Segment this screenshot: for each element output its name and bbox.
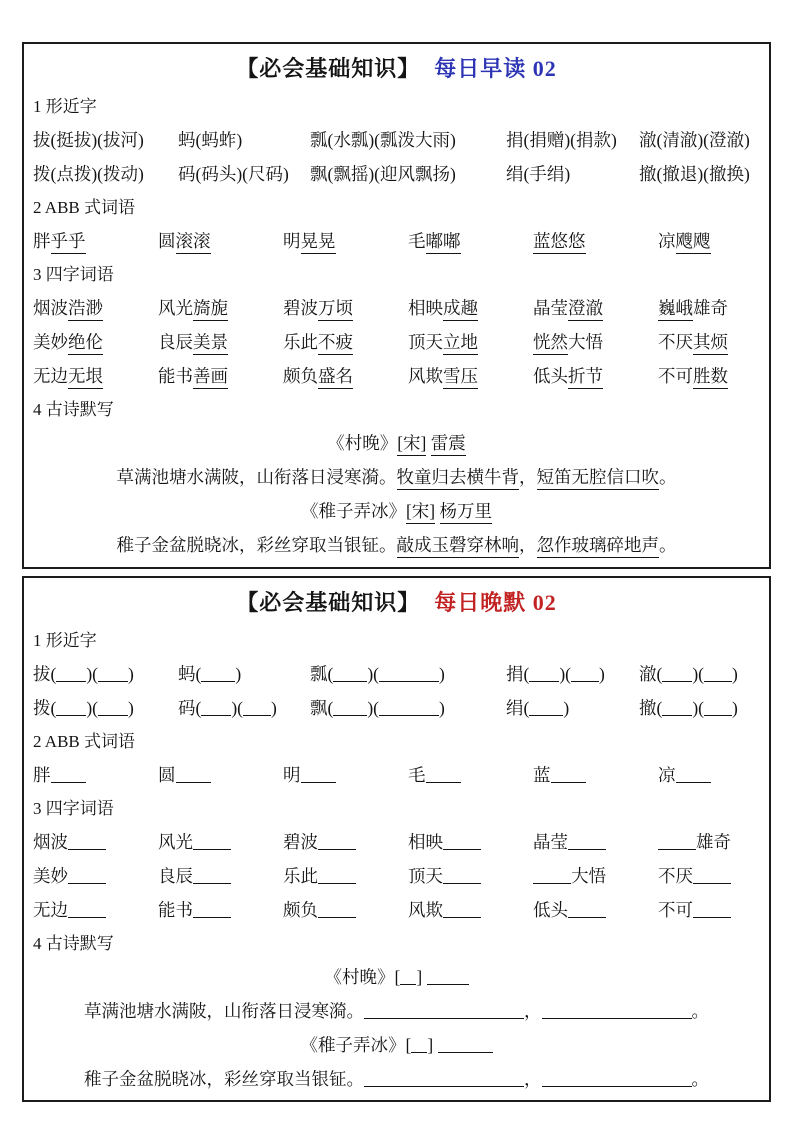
poem-text: [宋] — [406, 501, 435, 524]
word-row — [33, 157, 760, 191]
word-item — [33, 359, 158, 393]
word-text: 拨( — [33, 698, 57, 718]
word-row — [33, 691, 760, 725]
word-text: 毛 — [408, 231, 426, 251]
fill-blank — [201, 703, 231, 716]
section-heading: 4 古诗默写 — [33, 934, 114, 953]
word-text: 捐(捐赠)(捐款) — [506, 130, 617, 150]
word-text: 乐此 — [283, 332, 318, 352]
word-item — [310, 657, 506, 691]
word-item — [158, 825, 283, 859]
word-text: 胖 — [33, 765, 51, 785]
word-text: 蓝 — [533, 765, 551, 785]
word-text: 撤( — [639, 698, 663, 718]
fill-blank — [411, 1040, 427, 1053]
word-item — [283, 825, 408, 859]
word-item — [658, 859, 771, 893]
poem-text: 。 — [659, 535, 677, 555]
word-text: 风光 — [158, 298, 193, 318]
fill-blank — [193, 837, 231, 850]
word-text: 飘( — [310, 698, 334, 718]
poem-line — [33, 426, 760, 460]
fill-blank — [438, 1040, 493, 1053]
word-item — [178, 123, 310, 157]
word-item — [33, 291, 158, 325]
word-text: 澈(清澈)(澄澈) — [639, 130, 750, 150]
word-item — [533, 758, 658, 792]
word-text: 雄奇 — [696, 832, 731, 852]
fill-blank — [301, 770, 336, 783]
fill-blank — [658, 837, 696, 850]
word-item — [178, 691, 310, 725]
poem-text: 。 — [691, 1069, 709, 1089]
poem-text: ， — [519, 535, 537, 555]
word-text: 盛名 — [318, 366, 353, 389]
word-text: ) — [438, 698, 445, 718]
fill-blank — [318, 871, 356, 884]
word-text: 滚滚 — [176, 231, 211, 254]
fill-blank — [364, 1074, 524, 1087]
poem-text: 稚子金盆脱晓冰，彩丝穿取当银钲。 — [116, 535, 397, 555]
word-text: 拔( — [33, 664, 57, 684]
section-heading: 4 古诗默写 — [33, 400, 114, 419]
word-text: 雄奇 — [693, 298, 728, 318]
fill-blank — [379, 703, 439, 716]
word-text: 蓝悠悠 — [533, 231, 586, 254]
word-item — [533, 224, 658, 258]
word-text: 圆 — [158, 231, 176, 251]
word-item — [310, 157, 506, 191]
word-text: 善画 — [193, 366, 228, 389]
word-text: 低头 — [533, 900, 568, 920]
poem-text: 草满池塘水满陂，山衔落日浸寒漪。 — [84, 1001, 364, 1021]
word-item — [178, 157, 310, 191]
word-text: 毛 — [408, 765, 426, 785]
poem-text: 雷震 — [431, 433, 466, 456]
word-item — [283, 758, 408, 792]
word-text: 颇负 — [283, 366, 318, 386]
word-item — [639, 691, 738, 725]
word-text: ) — [598, 664, 605, 684]
poem-text: 敲成玉磬穿林响 — [397, 535, 520, 558]
word-row — [33, 859, 760, 893]
word-text: 蚂( — [178, 664, 202, 684]
card-subtitle: 每日早读 02 — [434, 56, 557, 81]
fill-blank — [379, 669, 439, 682]
word-item — [158, 291, 283, 325]
word-item — [283, 325, 408, 359]
word-text: 蚂(蚂蚱) — [178, 130, 243, 150]
fill-blank — [56, 669, 86, 682]
fill-blank — [693, 905, 731, 918]
word-text: 绢(手绢) — [506, 164, 571, 184]
word-text: 碧波 — [283, 298, 318, 318]
word-text: )( — [86, 664, 98, 684]
word-item — [408, 893, 533, 927]
poem-text: 《稚子弄冰》 — [300, 501, 406, 521]
word-text: ) — [127, 664, 134, 684]
word-text: 万顷 — [318, 298, 353, 321]
word-text: 雪压 — [443, 366, 478, 389]
word-text: 飕飕 — [676, 231, 711, 254]
word-text: 绝伦 — [68, 332, 103, 355]
fill-blank — [426, 770, 461, 783]
word-text: 胜数 — [693, 366, 728, 389]
word-text: 巍峨 — [658, 298, 693, 321]
word-text: 明 — [283, 765, 301, 785]
word-item — [658, 758, 771, 792]
word-text: ) — [731, 664, 738, 684]
poem-line — [33, 1028, 760, 1062]
poem-line — [33, 994, 760, 1028]
poem-line — [33, 494, 760, 528]
section-heading: 2 ABB 式词语 — [33, 198, 136, 217]
word-item — [33, 123, 178, 157]
word-text: 烟波 — [33, 832, 68, 852]
fill-blank — [51, 770, 86, 783]
word-text: 瓢( — [310, 664, 334, 684]
word-text: 能书 — [158, 900, 193, 920]
word-text: 码( — [178, 698, 202, 718]
poem-text: 短笛无腔信口吹 — [537, 467, 660, 490]
fill-blank — [318, 905, 356, 918]
word-text: ) — [731, 698, 738, 718]
word-text: 旖旎 — [193, 298, 228, 321]
word-text: 晶莹 — [533, 298, 568, 318]
word-item — [283, 359, 408, 393]
poem-line — [33, 528, 760, 562]
word-item — [33, 758, 158, 792]
word-text: 捐( — [506, 664, 530, 684]
fill-blank — [533, 871, 571, 884]
section-heading: 3 四字词语 — [33, 265, 114, 284]
fill-blank — [427, 972, 469, 985]
word-row — [33, 123, 760, 157]
word-item — [283, 291, 408, 325]
word-item — [408, 291, 533, 325]
word-item — [639, 157, 750, 191]
fill-blank — [333, 703, 367, 716]
word-item — [408, 758, 533, 792]
word-text: 不可 — [658, 366, 693, 386]
poem-text: ， — [524, 1001, 542, 1021]
word-text: 撤(撤退)(撤换) — [639, 164, 750, 184]
fill-blank — [542, 1074, 692, 1087]
word-item — [533, 893, 658, 927]
word-text: 瓢(水瓢)(瓢泼大雨) — [310, 130, 456, 150]
word-item — [408, 325, 533, 359]
fill-blank — [68, 837, 106, 850]
word-text: 大悟 — [571, 866, 606, 886]
fill-blank — [704, 703, 732, 716]
fill-blank — [529, 669, 559, 682]
fill-blank — [662, 703, 692, 716]
word-item — [33, 859, 158, 893]
poem-line — [33, 1062, 760, 1096]
word-text: )( — [559, 664, 571, 684]
word-text: 飘(飘摇)(迎风飘扬) — [310, 164, 456, 184]
fill-blank — [176, 770, 211, 783]
word-item — [158, 893, 283, 927]
word-item — [158, 859, 283, 893]
word-text: )( — [692, 698, 704, 718]
poem-line — [33, 460, 760, 494]
word-text: 不厌 — [658, 332, 693, 352]
word-item — [283, 859, 408, 893]
word-text: 美景 — [193, 332, 228, 355]
section-heading: 2 ABB 式词语 — [33, 732, 136, 751]
fill-blank — [443, 837, 481, 850]
poem-text — [435, 501, 439, 521]
word-text: 恍然 — [533, 332, 568, 355]
poem-text: 《村晚》 — [327, 433, 398, 453]
word-item — [33, 893, 158, 927]
card-subtitle: 每日晚默 02 — [434, 590, 557, 615]
word-item — [33, 224, 158, 258]
word-text: ) — [235, 664, 242, 684]
poem-text: ， — [524, 1069, 542, 1089]
poem-text: 草满池塘水满陂，山衔落日浸寒漪。 — [116, 467, 397, 487]
card-title: 【必会基础知识】 — [236, 590, 421, 615]
word-text: ) — [270, 698, 277, 718]
poem-text: 《稚子弄冰》[ — [300, 1035, 412, 1055]
word-text: 折节 — [568, 366, 603, 389]
word-item — [658, 224, 771, 258]
poem-text: ， — [519, 467, 537, 487]
word-text: 澈( — [639, 664, 663, 684]
word-text: 凉 — [658, 765, 676, 785]
fill-blank — [568, 905, 606, 918]
word-item — [283, 224, 408, 258]
word-text: 良辰 — [158, 332, 193, 352]
word-item — [506, 691, 639, 725]
fill-blank — [333, 669, 367, 682]
word-text: 立地 — [443, 332, 478, 355]
word-item — [533, 359, 658, 393]
word-item — [408, 224, 533, 258]
poem-text: 忽作玻璃碎地声 — [537, 535, 660, 558]
fill-blank — [98, 669, 128, 682]
word-text: 圆 — [158, 765, 176, 785]
word-text: 能书 — [158, 366, 193, 386]
word-item — [310, 123, 506, 157]
fill-blank — [201, 669, 235, 682]
fill-blank — [68, 905, 106, 918]
word-text: 顶天 — [408, 332, 443, 352]
word-item — [506, 123, 639, 157]
word-item — [158, 224, 283, 258]
word-text: 其烦 — [693, 332, 728, 355]
word-text: 低头 — [533, 366, 568, 386]
word-text: 不疲 — [318, 332, 353, 355]
word-text: )( — [86, 698, 98, 718]
fill-blank — [400, 972, 416, 985]
word-item — [639, 657, 738, 691]
fill-blank — [56, 703, 86, 716]
worksheet-card-evening-dictation — [22, 576, 771, 1102]
word-text: ) — [563, 698, 570, 718]
word-item — [158, 325, 283, 359]
fill-blank — [318, 837, 356, 850]
word-text: 成趣 — [443, 298, 478, 321]
poem-text: 《村晚》[ — [324, 967, 401, 987]
word-text: 良辰 — [158, 866, 193, 886]
word-text: 颇负 — [283, 900, 318, 920]
word-item — [533, 291, 658, 325]
word-item — [506, 657, 639, 691]
word-item — [310, 691, 506, 725]
word-item — [33, 657, 178, 691]
word-text: 乐此 — [283, 866, 318, 886]
fill-blank — [193, 871, 231, 884]
word-text: 不厌 — [658, 866, 693, 886]
word-text: 凉 — [658, 231, 676, 251]
word-text: 顶天 — [408, 866, 443, 886]
word-item — [408, 359, 533, 393]
card-title-row — [33, 582, 760, 624]
fill-blank — [693, 871, 731, 884]
word-row — [33, 825, 760, 859]
worksheet-card-morning-reading — [22, 42, 771, 569]
word-text: 绢( — [506, 698, 530, 718]
poem-text: 牧童归去横牛背 — [397, 467, 520, 490]
poem-text: 。 — [659, 467, 677, 487]
word-text: 相映 — [408, 298, 443, 318]
fill-blank — [704, 669, 732, 682]
card-title-row — [33, 48, 760, 90]
fill-blank — [571, 669, 599, 682]
fill-blank — [662, 669, 692, 682]
fill-blank — [243, 703, 271, 716]
fill-blank — [529, 703, 563, 716]
fill-blank — [443, 905, 481, 918]
word-text: ) — [438, 664, 445, 684]
word-row — [33, 657, 760, 691]
word-item — [408, 859, 533, 893]
word-item — [158, 359, 283, 393]
fill-blank — [676, 770, 711, 783]
word-text: 无边 — [33, 900, 68, 920]
word-text: )( — [367, 698, 379, 718]
word-item — [158, 758, 283, 792]
word-text: 美妙 — [33, 866, 68, 886]
word-text: 烟波 — [33, 298, 68, 318]
word-item — [506, 157, 639, 191]
word-item — [178, 657, 310, 691]
fill-blank — [98, 703, 128, 716]
word-text: 浩渺 — [68, 298, 103, 321]
poem-text: ] — [427, 1035, 438, 1055]
word-item — [408, 825, 533, 859]
section-heading: 3 四字词语 — [33, 799, 114, 818]
word-text: 嘟嘟 — [426, 231, 461, 254]
fill-blank — [542, 1006, 692, 1019]
poem-text: 稚子金盆脱晓冰，彩丝穿取当银钲。 — [84, 1069, 364, 1089]
word-item — [533, 859, 658, 893]
word-text: ) — [127, 698, 134, 718]
word-text: 码(码头)(尺码) — [178, 164, 289, 184]
word-item — [283, 893, 408, 927]
fill-blank — [443, 871, 481, 884]
word-row — [33, 893, 760, 927]
word-text: 碧波 — [283, 832, 318, 852]
word-item — [33, 157, 178, 191]
word-text: 晶莹 — [533, 832, 568, 852]
word-item — [658, 825, 771, 859]
word-text: 美妙 — [33, 332, 68, 352]
word-row — [33, 325, 760, 359]
word-text: )( — [231, 698, 243, 718]
word-row — [33, 291, 760, 325]
word-text: 澄澈 — [568, 298, 603, 321]
word-item — [658, 359, 771, 393]
word-text: 无垠 — [68, 366, 103, 389]
word-item — [658, 291, 771, 325]
fill-blank — [568, 837, 606, 850]
word-row — [33, 758, 760, 792]
word-text: 拨(点拨)(拨动) — [33, 164, 144, 184]
word-text: 风欺 — [408, 900, 443, 920]
word-text: 乎乎 — [51, 231, 86, 254]
card-title: 【必会基础知识】 — [236, 56, 421, 81]
word-text: 明 — [283, 231, 301, 251]
word-item — [658, 325, 771, 359]
word-item — [33, 691, 178, 725]
poem-text: ] — [416, 967, 427, 987]
fill-blank — [68, 871, 106, 884]
poem-line — [33, 960, 760, 994]
section-heading: 1 形近字 — [33, 631, 97, 650]
word-text: )( — [367, 664, 379, 684]
word-text: 晃晃 — [301, 231, 336, 254]
fill-blank — [193, 905, 231, 918]
word-text: 大悟 — [568, 332, 603, 352]
section-heading: 1 形近字 — [33, 97, 97, 116]
word-text: 无边 — [33, 366, 68, 386]
fill-blank — [364, 1006, 524, 1019]
word-item — [658, 893, 771, 927]
word-text: 不可 — [658, 900, 693, 920]
word-text: 相映 — [408, 832, 443, 852]
word-text: 风光 — [158, 832, 193, 852]
word-text: 风欺 — [408, 366, 443, 386]
poem-text: 。 — [691, 1001, 709, 1021]
poem-text: 杨万里 — [440, 501, 493, 524]
word-item — [33, 825, 158, 859]
word-row — [33, 224, 760, 258]
word-text: )( — [692, 664, 704, 684]
word-item — [533, 825, 658, 859]
word-item — [533, 325, 658, 359]
word-text: 拔(挺拔)(拔河) — [33, 130, 144, 150]
fill-blank — [551, 770, 586, 783]
poem-text: [宋] — [397, 433, 426, 456]
word-text: 胖 — [33, 231, 51, 251]
word-item — [33, 325, 158, 359]
word-item — [639, 123, 750, 157]
word-row — [33, 359, 760, 393]
